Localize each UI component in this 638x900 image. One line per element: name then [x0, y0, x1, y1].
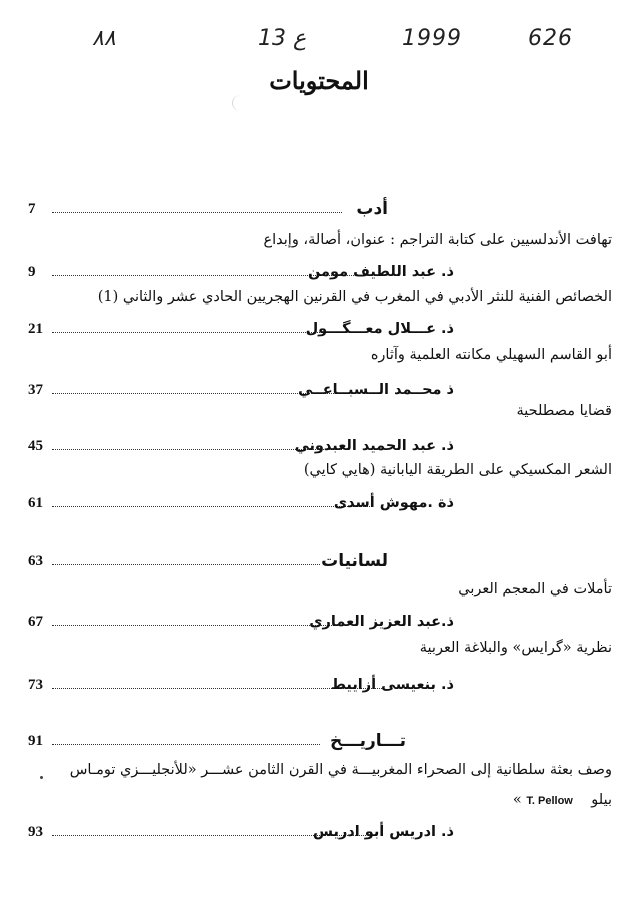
- dot-leader: [52, 332, 342, 333]
- author-name: ذ.عبد العزيز العماري: [309, 614, 454, 630]
- author-name: ذ. عبد اللطيف مومن: [307, 264, 454, 280]
- article-title-continuation: [513, 792, 612, 808]
- dot-leader: [52, 625, 340, 626]
- page-title: المحتويات: [269, 66, 369, 95]
- page-number: 21: [28, 321, 43, 337]
- page-number: 63: [28, 553, 43, 569]
- section-heading-adab: [28, 196, 624, 222]
- handwritten-mark-2: ع 13: [258, 26, 307, 51]
- author-name: ذ. عـــلال معـــگـــول: [305, 321, 454, 337]
- scan-speck: [40, 776, 43, 779]
- author-entry: [28, 490, 624, 516]
- page-number: 93: [28, 824, 43, 840]
- handwritten-mark-3: 1999: [402, 26, 462, 51]
- page-number: 45: [28, 438, 43, 454]
- author-name: ذ محــمد الــسبــاعــي: [298, 382, 454, 398]
- dot-leader: [52, 212, 342, 213]
- author-entry: [28, 377, 624, 403]
- author-entry: [28, 259, 624, 285]
- section-heading-lisaniyat: [28, 548, 624, 574]
- handwritten-mark-1: ٨٨: [92, 26, 116, 51]
- article-title: تهافت الأندلسيين على كتابة التراجم : عنوان، أصالة، وإبداع: [263, 232, 612, 248]
- scan-smudge: [232, 95, 249, 111]
- author-entry: [28, 819, 624, 845]
- page-number: 73: [28, 677, 43, 693]
- author-name: ذ. ادريس أبو ادريس: [313, 824, 454, 840]
- title-continuation-text: بيلو: [591, 792, 612, 808]
- section-label: لسانيات: [321, 551, 388, 571]
- author-entry: [28, 316, 624, 342]
- author-entry: [28, 672, 624, 698]
- article-title: قضايا مصطلحية: [516, 403, 612, 419]
- page-number: 61: [28, 495, 43, 511]
- section-label: تـــاريـــخ: [329, 731, 406, 751]
- handwritten-mark-4: 626: [528, 26, 573, 51]
- article-title: نظرية «گرايس» والبلاغة العربية: [419, 640, 612, 656]
- page-number: 37: [28, 382, 43, 398]
- article-title: الخصائص الفنية للنثر الأدبي في المغرب في القرنين الهجريين الحادي عشر والثاني (1): [97, 289, 612, 305]
- author-name: ذة .مهوش أسدى: [333, 495, 454, 511]
- author-name: ذ. بنعيسى أزاييط: [330, 677, 454, 693]
- article-title: أبو القاسم السهيلي مكانته العلمية وآثاره: [370, 347, 612, 363]
- author-entry: [28, 433, 624, 459]
- article-title: تأملات في المعجم العربي: [458, 581, 612, 597]
- author-entry: [28, 609, 624, 635]
- section-label: أدب: [356, 199, 388, 219]
- page-number: 91: [28, 733, 43, 749]
- closing-quote: »: [512, 792, 522, 808]
- page-number: 7: [28, 201, 36, 217]
- page-number: 9: [28, 264, 36, 280]
- dot-leader: [52, 506, 372, 507]
- section-heading-tarikh: [28, 728, 624, 754]
- page-number: 67: [28, 614, 43, 630]
- article-title: الشعر المكسيكي على الطريقة اليابانية (هايي كايي): [303, 462, 612, 478]
- article-title: وصف بعثة سلطانية إلى الصحراء المغربيـــة في القرن الثامن عشـــر «للأنجليـــزي تومـاس: [69, 762, 612, 778]
- latin-name: T. Pellow: [526, 795, 573, 807]
- dot-leader: [52, 744, 320, 745]
- dot-leader: [52, 564, 320, 565]
- author-name: ذ. عبد الحميد العبدوني: [294, 438, 454, 454]
